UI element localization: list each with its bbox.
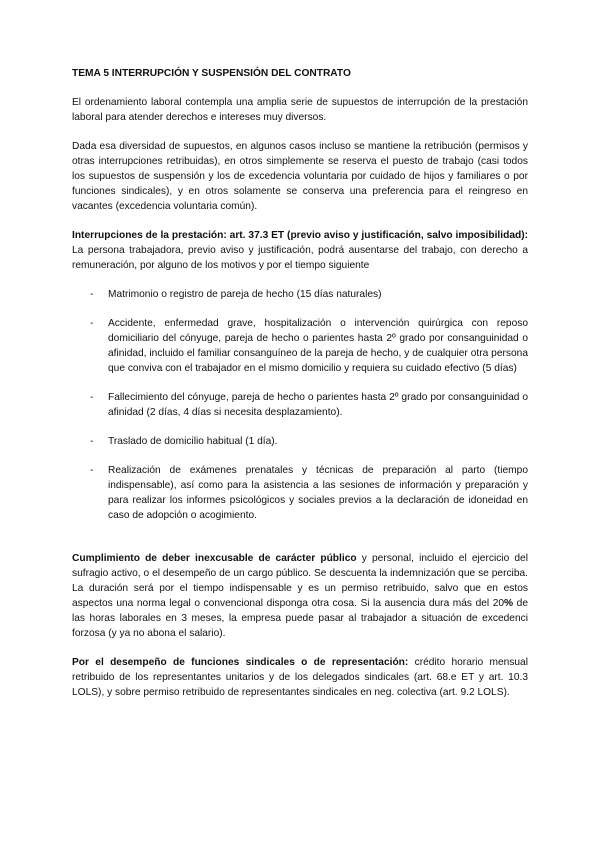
page-title: TEMA 5 INTERRUPCIÓN Y SUSPENSIÓN DEL CONTRATO bbox=[72, 68, 351, 79]
list-item bbox=[72, 287, 528, 302]
interrupciones-heading: Interrupciones de la prestación: art. 37.3 ET (previo aviso y justificación, salvo imposibilidad): bbox=[72, 230, 528, 241]
interrupciones-text: La persona trabajadora, previo aviso y justificación, podrá ausentarse del trabajo, con derecho a remuneración, por alguno de los motivos y por el tiempo siguiente bbox=[72, 245, 528, 271]
list-item bbox=[72, 434, 528, 449]
list-item-text: Traslado de domicilio habitual (1 día). bbox=[108, 436, 278, 447]
dash-marker: - bbox=[90, 436, 94, 447]
spacer bbox=[72, 537, 528, 551]
interrupciones-paragraph bbox=[72, 228, 528, 273]
funciones-paragraph bbox=[72, 655, 528, 700]
percent-sign: % bbox=[504, 598, 514, 609]
dash-marker: - bbox=[90, 318, 94, 329]
document-page bbox=[72, 66, 528, 714]
funciones-text: crédito horario mensual retribuido de los representantes unitarios y de los delegados sindicales (art. 68.e ET y art. 10.3 LOLS), y sobre permiso retribuido de representantes sindicales en neg. colectiva (art. 9.2 LOLS). bbox=[72, 657, 528, 698]
dash-marker: - bbox=[90, 289, 94, 300]
cumplimiento-paragraph bbox=[72, 551, 528, 641]
list-item bbox=[72, 316, 528, 376]
list-item bbox=[72, 390, 528, 420]
cumplimiento-text-1: y personal, incluido el ejercicio del sufragio activo, o el desempeño de un cargo público. Se descuenta la indemnización que se perciba. La duración será por el tiempo indispensable y es un permiso retribuido, salvo que en estos aspectos una norma legal o convencional disponga otra cosa. Si la ausencia dura más del 20 bbox=[72, 553, 528, 609]
list-item-text: Fallecimiento del cónyuge, pareja de hecho o parientes hasta 2º grado por consanguinidad o afinidad (2 días, 4 días si necesita desplazamiento). bbox=[108, 392, 528, 418]
cumplimiento-text-2: de las horas laborales en 3 meses, la empresa puede pasar al trabajador a situación de excedenci forzosa (y ya no abona el salario). bbox=[72, 598, 528, 639]
intro-paragraph: El ordenamiento laboral contempla una amplia serie de supuestos de interrupción de la prestación laboral para atender derechos e intereses muy diversos. bbox=[72, 97, 528, 123]
diversity-paragraph: Dada esa diversidad de supuestos, en algunos casos incluso se mantiene la retribución (permisos y otras interrupciones retribuidas), en otros simplemente se reserva el puesto de trabajo (casi todos los supuestos de suspensión y los de excedencia voluntaria por cuidado de hijos y familiares o por funciones sindicales), y en otros solamente se conserva una preferencia para el reingreso en vacantes (excedencia voluntaria común). bbox=[72, 141, 528, 212]
permisos-list bbox=[72, 287, 528, 523]
funciones-heading: Por el desempeño de funciones sindicales o de representación: bbox=[72, 657, 409, 668]
list-item bbox=[72, 463, 528, 523]
list-item-text: Realización de exámenes prenatales y técnicas de preparación al parto (tiempo indispensable), así como para la asistencia a las sesiones de información y preparación y para realizar los informes psicológicos y sociales previos a la declaración de idoneidad en caso de adopción o acogimiento. bbox=[108, 465, 528, 521]
list-item-text: Matrimonio o registro de pareja de hecho (15 días naturales) bbox=[108, 289, 382, 300]
dash-marker: - bbox=[90, 465, 94, 476]
dash-marker: - bbox=[90, 392, 94, 403]
cumplimiento-heading: Cumplimiento de deber inexcusable de carácter público bbox=[72, 553, 357, 564]
list-item-text: Accidente, enfermedad grave, hospitalización o intervención quirúrgica con reposo domiciliario del cónyuge, pareja de hecho o parientes hasta 2º grado por consanguinidad o afinidad, incluido el familiar consanguíneo de la pareja de hecho, y de cualquier otra persona que conviva con el trabajador en el mismo domicilio y requiera su cuidado efectivo (5 días) bbox=[108, 318, 528, 374]
